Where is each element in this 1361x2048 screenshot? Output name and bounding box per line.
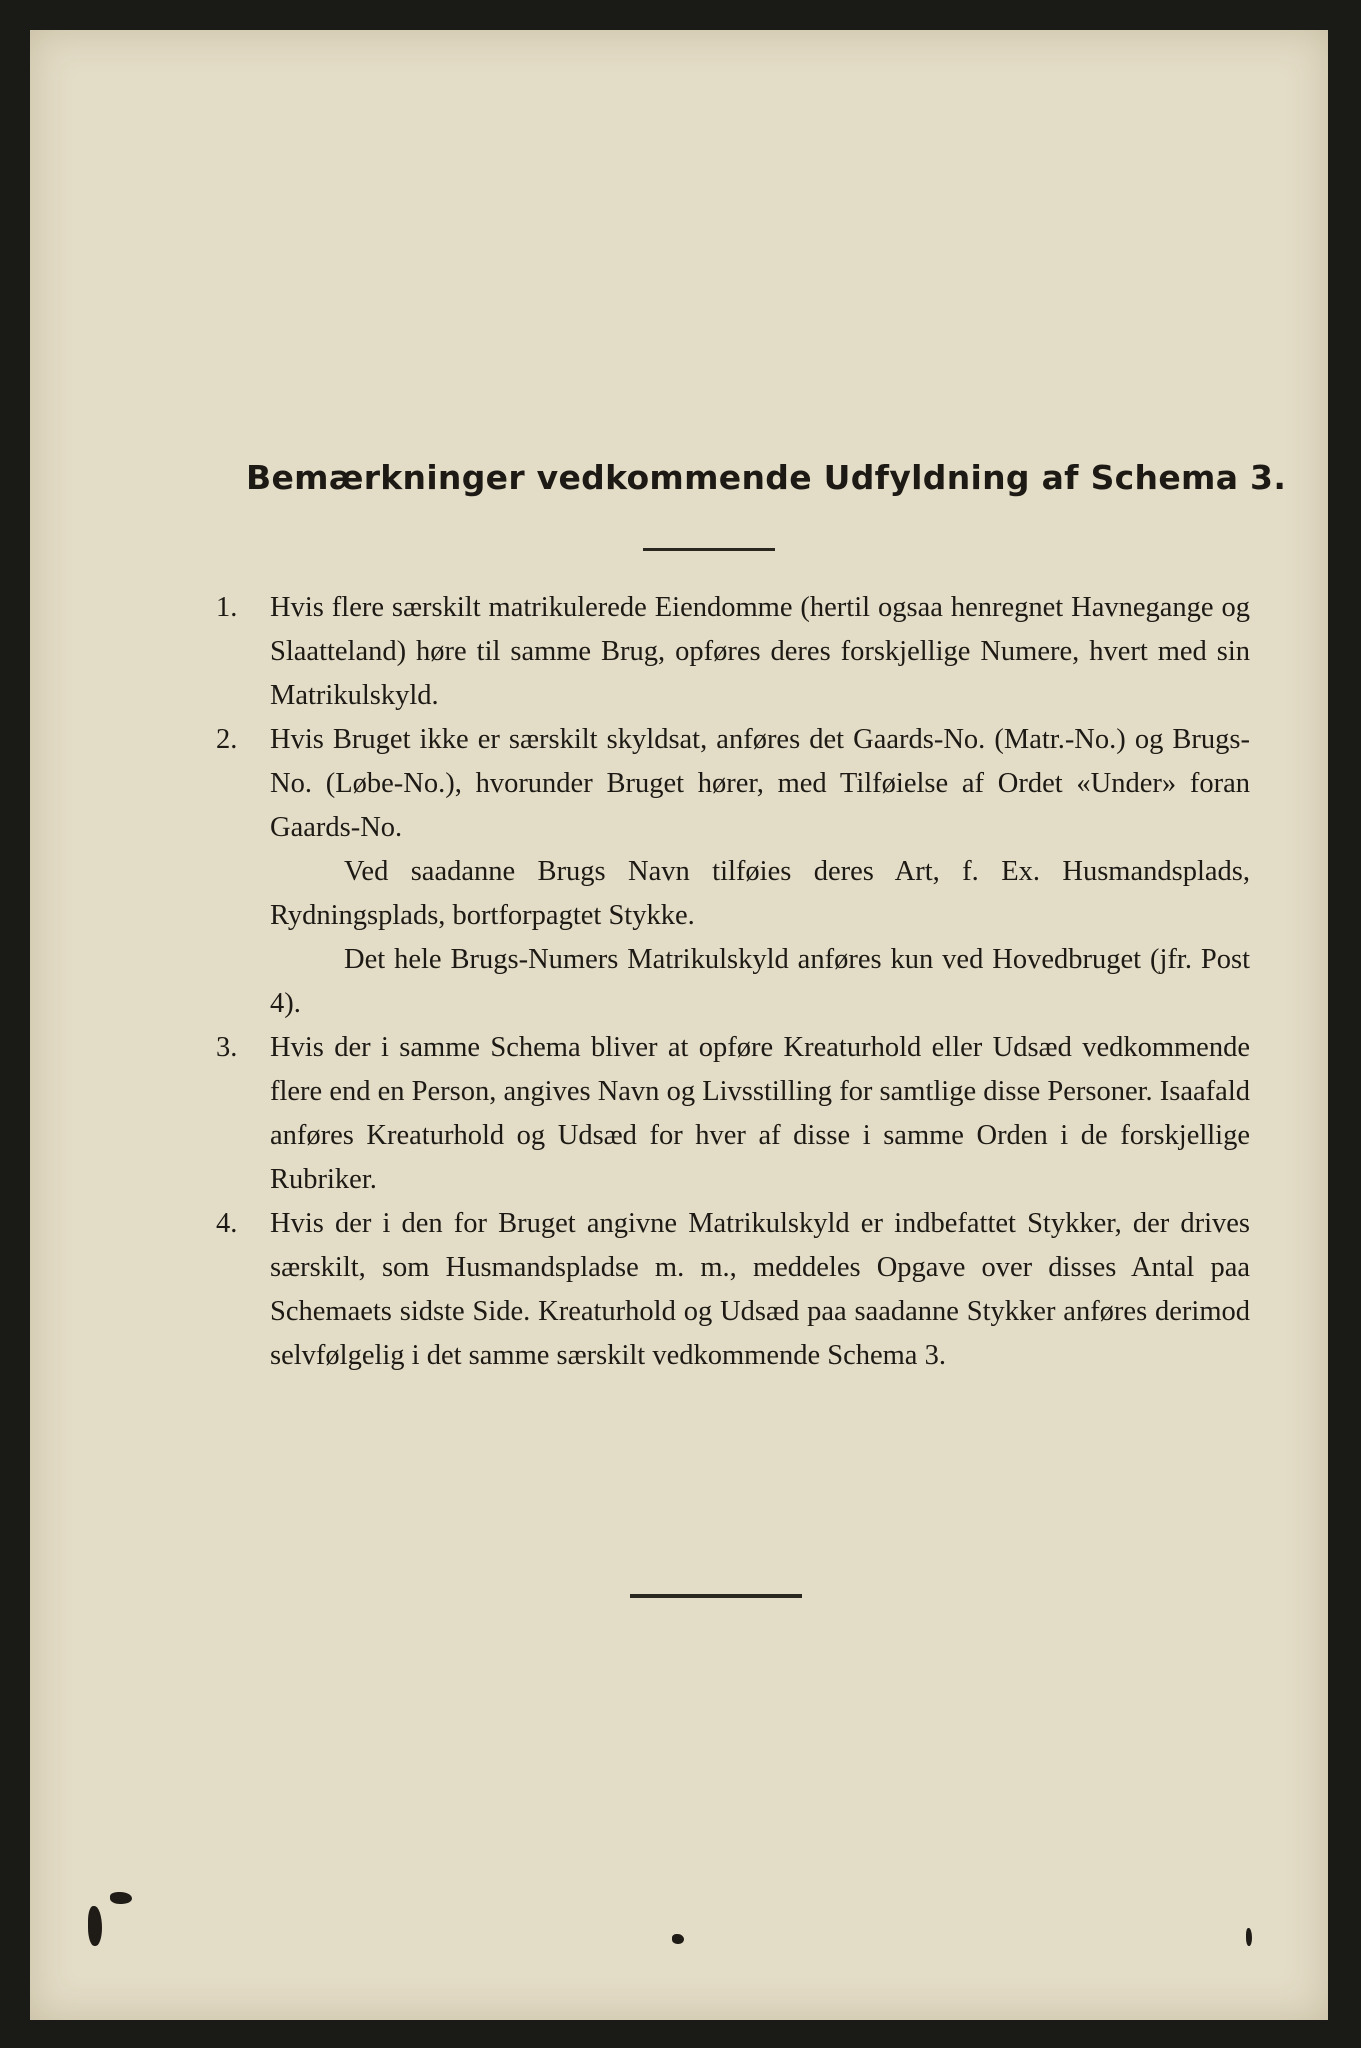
item-number: 1. [216, 592, 238, 623]
remark-item-3 [208, 1026, 1250, 1202]
remarks-list [208, 586, 1250, 1378]
item-number: 3. [216, 1032, 238, 1063]
remark-item-1 [208, 586, 1250, 718]
item-paragraph: Hvis Bruget ikke er særskilt skyldsat, anføres det Gaards-No. (Matr.-No.) og Brugs-No. (Løbe-No.), hvorunder Bruget hører, med Tilføielse af Ordet «Under» foran Gaards-No. [270, 724, 1250, 843]
ink-blemish [1246, 1928, 1252, 1946]
item-paragraph: Det hele Brugs-Numers Matrikulskyld anføres kun ved Hovedbruget (jfr. Post 4). [270, 944, 1250, 1019]
remark-item-4 [208, 1202, 1250, 1378]
end-divider [630, 1594, 802, 1598]
ink-blemish [110, 1892, 132, 1904]
remark-item-2 [208, 718, 1250, 1026]
ink-blemish [672, 1934, 684, 1944]
document-page [30, 30, 1328, 2020]
item-paragraph: Hvis der i samme Schema bliver at opføre Kreaturhold eller Udsæd vedkommende flere end en Person, angives Navn og Livsstilling for samtlige disse Personer. Isaafald anføres Kreaturhold og Udsæd for hver af disse i samme Orden i de forskjellige Rubriker. [270, 1032, 1250, 1195]
title-divider [643, 548, 775, 551]
item-paragraph: Hvis flere særskilt matrikulerede Eiendomme (hertil ogsaa henregnet Havnegange og Slaatteland) høre til samme Brug, opføres deres forskjellige Numere, hvert med sin Matrikulskyld. [270, 592, 1250, 711]
item-paragraph: Ved saadanne Brugs Navn tilføies deres Art, f. Ex. Husmandsplads, Rydningsplads, bortforpagtet Stykke. [270, 856, 1250, 931]
item-number: 4. [216, 1208, 238, 1239]
page-title: Bemærkninger vedkommende Udfyldning af Schema 3. [246, 458, 1287, 497]
ink-blemish [88, 1906, 102, 1946]
item-number: 2. [216, 724, 238, 755]
item-paragraph: Hvis der i den for Bruget angivne Matrikulskyld er indbefattet Stykker, der drives særskilt, som Husmandspladse m. m., meddeles Opgave over disses Antal paa Schemaets sidste Side. Kreaturhold og Udsæd paa saadanne Stykker anføres derimod selvfølgelig i det samme særskilt vedkommende Schema 3. [270, 1208, 1250, 1371]
